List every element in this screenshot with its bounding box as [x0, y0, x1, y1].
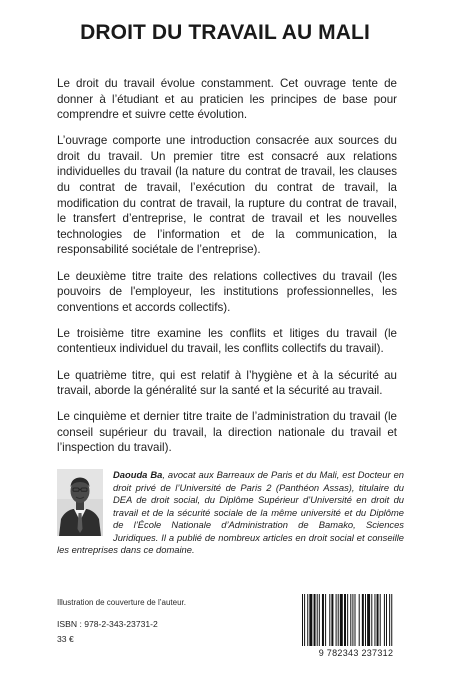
- book-title: DROIT DU TRAVAIL AU MALI: [80, 21, 370, 44]
- price: 33 €: [57, 634, 74, 644]
- author-bio: [57, 469, 404, 557]
- summary-paragraph-3: Le deuxième titre traite des relations collectives du travail (les pouvoirs de l'employeur, les institutions professionnelles, les conventions et accords collectifs).: [57, 269, 397, 314]
- summary-paragraph-5: Le quatrième titre, qui est relatif à l’hygiène et à la sécurité au travail, aborde la généralité sur la santé et la sécurité au travail.: [57, 368, 397, 398]
- summary-paragraph-6: Le cinquième et dernier titre traite de l’administration du travail (le conseil supérieur du travail, la direction nationale du travail et l’inspection du travail).: [57, 410, 397, 455]
- back-cover-summary: [57, 76, 397, 466]
- barcode-bars: [299, 594, 413, 650]
- isbn: ISBN : 978-2-343-23731-2: [57, 619, 158, 629]
- isbn-barcode: [299, 594, 413, 650]
- summary-paragraph-4: Le troisième titre examine les conflits et litiges du travail (le contentieux individuel du travail, les conflits collectifs du travail).: [57, 326, 397, 356]
- summary-paragraph-2: L’ouvrage comporte une introduction consacrée aux sources du droit du travail. Un premier titre est consacré aux relations individuelles du travail (la nature du contrat de travail, les clauses du contrat de travail, l’exécution du contrat de travail, la modification du contrat de travail, la rupture du contrat de travail, le transfert d’entreprise, le contrat de travail et les nouvelles technologies de l’information et de la communication, la responsabilité sociétale de l’entreprise).: [57, 134, 397, 257]
- author-bio-text: , avocat aux Barreaux de Paris et du Mali, est Docteur en droit privé de l’Université de Paris 2 (Panthéon Assas), titulaire du DEA de droit social, du Diplôme Supérieur d’Université en droit du travail et de la sécurité sociale de la même université et du Diplôme de l’École Nationale d’Administration de Bamako, Sciences Juridiques. Il a publié de nombreux articles en droit social et conseille les entreprises dans ce domaine.: [57, 469, 405, 555]
- cover-illustration-credit: Illustration de couverture de l’auteur.: [57, 598, 186, 607]
- barcode-digits: 9 782343 237312: [318, 648, 394, 658]
- author-name: Daouda Ba: [113, 469, 163, 480]
- summary-paragraph-1: Le droit du travail évolue constamment. Cet ouvrage tente de donner à l’étudiant et au praticien les principes de base pour comprendre et suivre cette évolution.: [57, 77, 397, 122]
